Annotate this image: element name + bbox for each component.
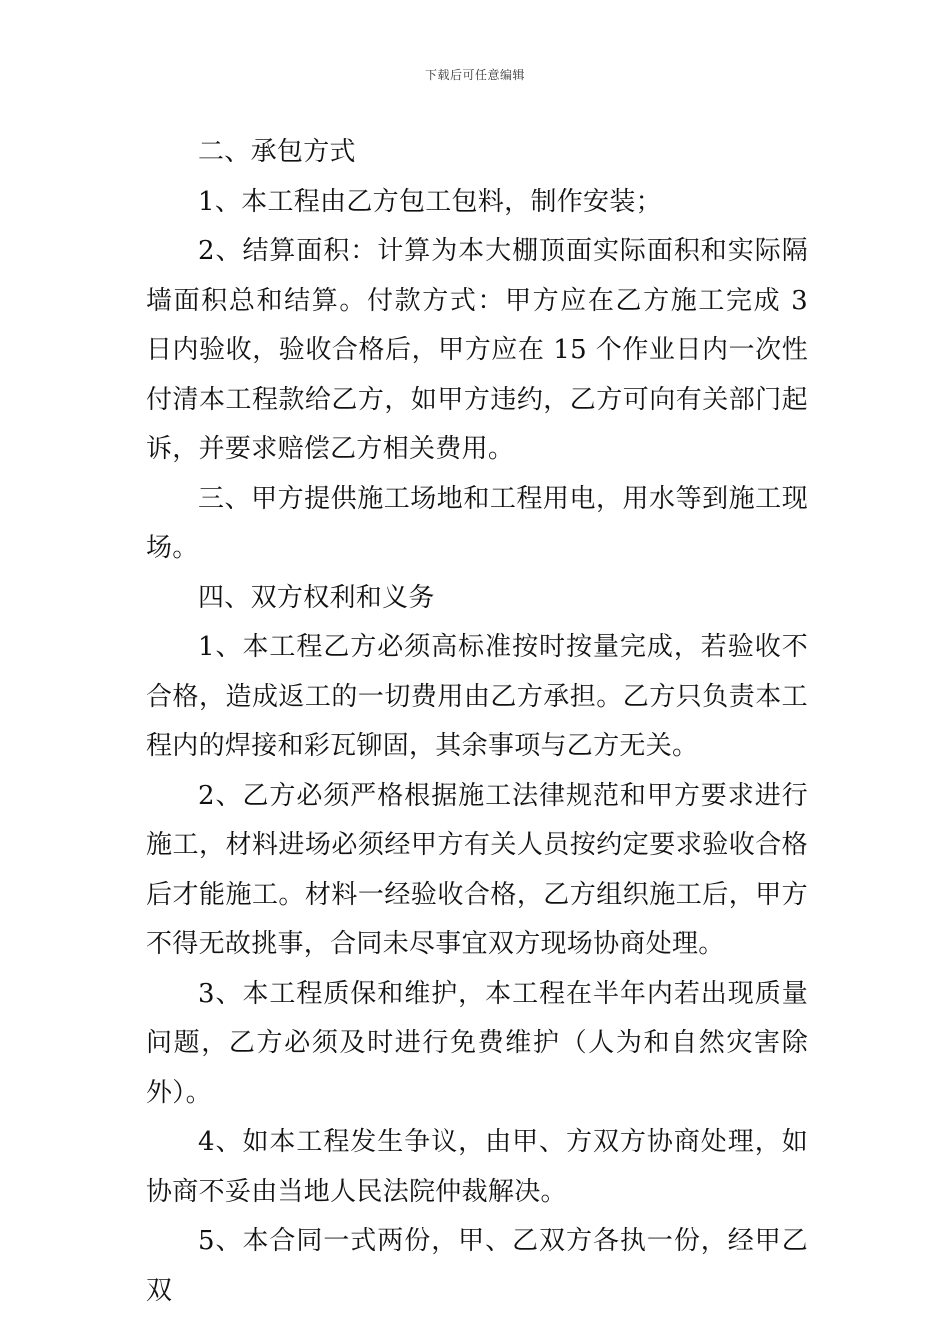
section-paragraph-site-provision: 三、甲方提供施工场地和工程用电，用水等到施工现场。 [146, 483, 808, 563]
clause-paragraph: 2、乙方必须严格根据施工法律规范和甲方要求进行施工，材料进场必须经甲方有关人员按约定要求验收合格后才能施工。材料一经验收合格，乙方组织施工后，甲方不得无故挑事，合同未尽事宜双方现场协商处理。 [146, 780, 808, 959]
clause-paragraph: 1、本工程由乙方包工包料，制作安装； [198, 186, 662, 217]
clause-paragraph: 4、如本工程发生争议，由甲、方双方协商处理，如协商不妥由当地人民法院仲裁解决。 [146, 1127, 808, 1207]
clause-paragraph: 3、本工程质保和维护，本工程在半年内若出现质量问题，乙方必须及时进行免费维护（人为和自然灾害除外）。 [146, 978, 808, 1108]
page-header: 下载后可任意编辑 [424, 68, 525, 82]
section-heading-rights-obligations: 四、双方权利和义务 [198, 582, 435, 613]
clause-paragraph: 5、本合同一式两份，甲、乙双方各执一份，经甲乙双 [146, 1226, 808, 1306]
clause-paragraph: 1、本工程乙方必须高标准按时按量完成，若验收不合格，造成返工的一切费用由乙方承担。乙方只负责本工程内的焊接和彩瓦铆固，其余事项与乙方无关。 [146, 632, 808, 761]
section-heading-contract-method: 二、承包方式 [198, 137, 356, 167]
document-body [146, 128, 808, 1316]
clause-paragraph: 2、结算面积：计算为本大棚顶面实际面积和实际隔墙面积总和结算。付款方式：甲方应在乙方施工完成 3 日内验收，验收合格后，甲方应在 15 个作业日内一次性付清本工程款给乙方，如甲方违约，乙方可向有关部门起诉，并要求赔偿乙方相关费用。 [146, 236, 808, 464]
